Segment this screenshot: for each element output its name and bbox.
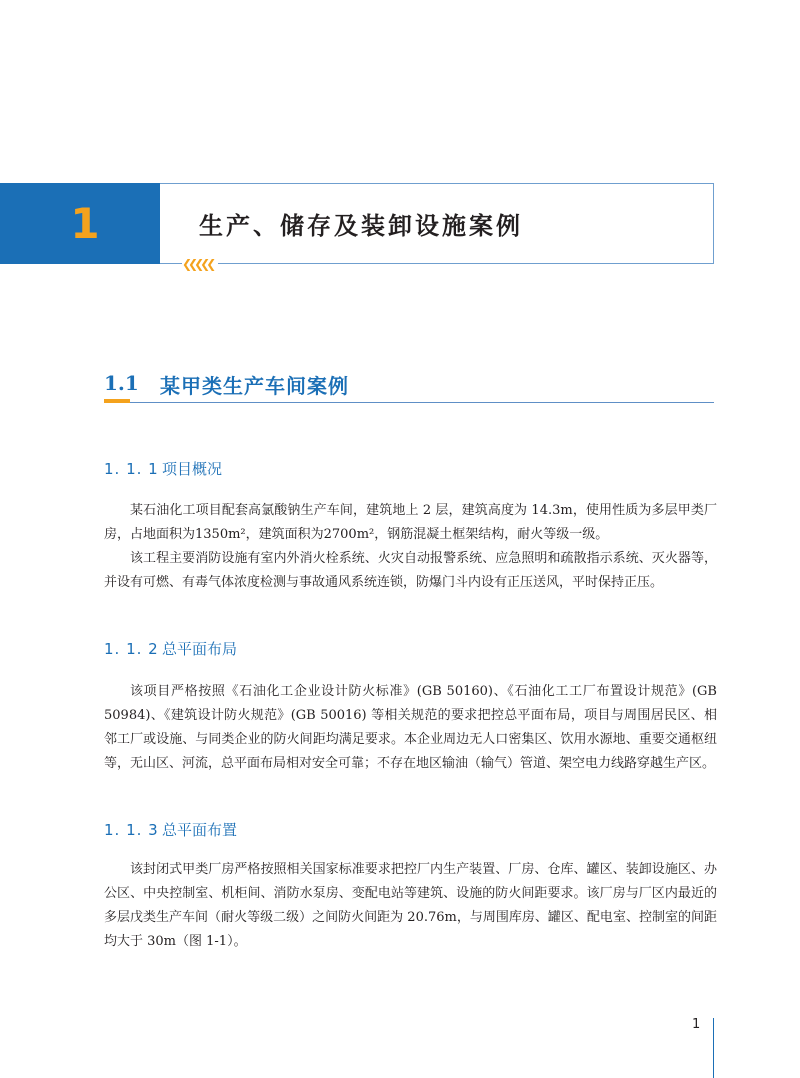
paragraph: 该项目严格按照《石油化工企业设计防火标准》(GB 50160)、《石油化工工厂布置设计规范》(GB 50984)、《建筑设计防火规范》(GB 50016) 等相关规范的要求把控总平面布局，项目与周围居民区、相邻工厂或设施、与同类企业的防火间距均满足要求。本企业周边无人口密集区、饮用水源地、重要交通枢纽等，无山区、河流，总平面布局相对安全可靠；不存在地区输油（输气）管道、架空电力线路穿越生产区。 <box>104 684 717 771</box>
section-divider <box>104 402 714 403</box>
paragraph: 该封闭式甲类厂房严格按照相关国家标准要求把控厂内生产装置、厂房、仓库、罐区、装卸设施区、办公区、中央控制室、机柜间、消防水泵房、变配电站等建筑、设施的防火间距要求。该厂房与厂区内最近的多层戊类生产车间（耐火等级二级）之间防火间距为 20.76m，与周围库房、罐区、配电室、控制室的间距均大于 30m（图 1-1）。 <box>104 862 717 949</box>
subsection-heading-1-1-3 <box>104 819 237 840</box>
section-number: 1.1 <box>104 371 139 395</box>
subsection-title: 总平面布局 <box>162 640 238 658</box>
subsection-title: 项目概况 <box>162 460 223 478</box>
subsection-number: 1. 1. 1 <box>104 460 159 478</box>
chevron-ornament-icon: ❮❮❮❮❮ <box>182 258 218 270</box>
section-title: 某甲类生产车间案例 <box>160 374 349 398</box>
chapter-number: 1 <box>70 199 100 248</box>
chapter-title: 生产、储存及装卸设施案例 <box>199 212 523 240</box>
subsection-heading-1-1-2 <box>104 638 237 659</box>
footer-rule <box>713 1018 714 1078</box>
subsection-heading-1-1-1 <box>104 458 222 479</box>
paragraph: 该工程主要消防设施有室内外消火栓系统、火灾自动报警系统、应急照明和疏散指示系统、灭火器等，并设有可燃、有毒气体浓度检测与事故通风系统连锁，防爆门斗内设有正压送风，平时保持正压。 <box>104 551 717 590</box>
section-accent-bar <box>104 399 130 403</box>
paragraph: 某石油化工项目配套高氯酸钠生产车间，建筑地上 2 层，建筑高度为 14.3m，使用性质为多层甲类厂房，占地面积为1350m²，建筑面积为2700m²，钢筋混凝土框架结构，耐火等级一级。 <box>104 503 717 542</box>
subsection-title: 总平面布置 <box>162 821 238 839</box>
subsection-number: 1. 1. 2 <box>104 640 159 658</box>
subsection-number: 1. 1. 3 <box>104 821 159 839</box>
page-number: 1 <box>692 1017 701 1032</box>
